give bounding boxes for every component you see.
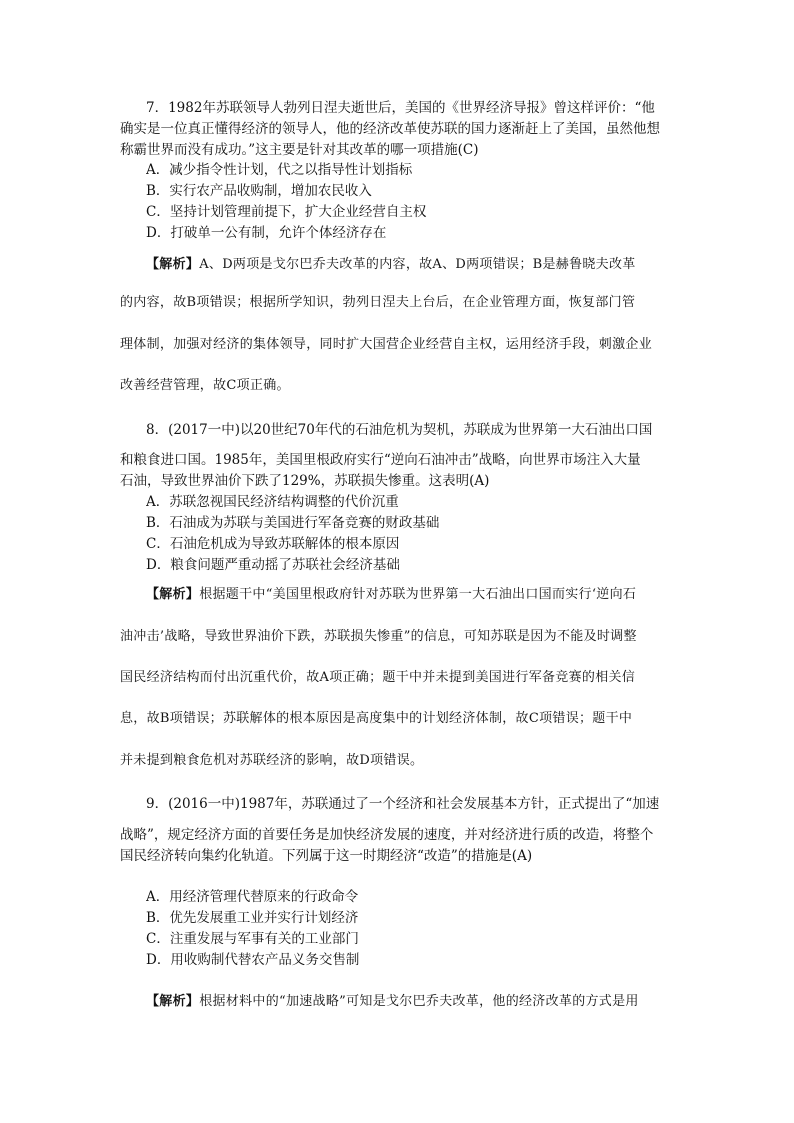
q7-stem-line-3: 称霸世界而没有成功。”这主要是针对其改革的哪一项措施(C) [120,142,479,158]
q9-option-c: C．注重发展与军事有关的工业部门 [146,931,359,947]
q7-option-c: C．坚持计划管理前提下，扩大企业经营自主权 [146,204,427,220]
q8-analysis-line-5: 并未提到粮食危机对苏联经济的影响，故D项错误。 [120,753,424,768]
q8-option-d: D．粮食问题严重动摇了苏联社会经济基础 [146,557,400,573]
q7-option-d: D．打破单一公有制，允许个体经济存在 [146,225,387,241]
q8-analysis-tag: 【解析】 [146,587,200,602]
q9-analysis-line-1 [146,992,680,1012]
q9-stem-line-1: 9．(2016一中)1987年，苏联通过了一个经济和社会发展基本方针，正式提出了“加速 [146,796,660,812]
q9-analysis-text-1: 根据材料中的“加速战略”可知是戈尔巴乔夫改革，他的经济改革的方式是用 [199,994,639,1009]
q7-analysis-line-4: 改善经营管理，故C项正确。 [120,378,290,393]
q8-option-a: A．苏联忽视国民经济结构调整的代价沉重 [146,494,399,510]
q7-stem-line-1: 7．1982年苏联领导人勃列日涅夫逝世后，美国的《世界经济导报》曾这样评价：“他 [146,100,655,116]
q9-stem-line-2: 战略”，规定经济方面的首要任务是加快经济发展的速度，并对经济进行质的改造，将整个 [120,827,654,843]
q7-stem-line-2: 确实是一位真正懂得经济的领导人，他的经济改革使苏联的国力逐渐赶上了美国，虽然他想 [120,121,660,137]
q8-stem-line-3: 石油，导致世界油价下跌了129%，苏联损失惨重。这表明(A) [120,473,490,489]
q9-option-b: B．优先发展重工业并实行计划经济 [146,910,359,926]
q8-analysis-line-4: 息，故B项错误；苏联解体的根本原因是高度集中的计划经济体制，故C项错误；题干中 [120,711,633,726]
q9-option-d: D．用收购制代替农产品义务交售制 [146,952,360,968]
q8-stem-line-2: 和粮食进口国。1985年，美国里根政府实行“逆向石油冲击”战略，向世界市场注入大量 [120,452,641,468]
q7-option-b: B．实行农产品收购制，增加农民收入 [146,183,372,199]
q7-analysis-text-1: A、D两项是戈尔巴乔夫改革的内容，故A、D两项错误；B是赫鲁晓夫改革 [199,257,636,272]
q7-analysis-line-1 [146,255,680,275]
q7-analysis-line-3: 理体制，加强对经济的集体领导，同时扩大国营企业经营自主权，运用经济手段，刺激企业 [120,337,653,352]
q9-analysis-tag: 【解析】 [146,994,200,1009]
q8-stem-line-1: 8．(2017一中)以20世纪70年代的石油危机为契机，苏联成为世界第一大石油出口国 [146,422,653,438]
q8-analysis-line-2: 油冲击’战略，导致世界油价下跌，苏联损失惨重”的信息，可知苏联是因为不能及时调整 [120,629,637,644]
q8-analysis-text-1: 根据题干中“美国里根政府针对苏联为世界第一大石油出口国而实行‘逆向石 [199,587,637,602]
q7-option-a: A．减少指令性计划，代之以指导性计划指标 [146,162,413,178]
q9-stem-line-3: 国民经济转向集约化轨道。下列属于这一时期经济“改造”的措施是(A) [120,848,533,864]
q8-option-c: C．石油危机成为导致苏联解体的根本原因 [146,536,400,552]
q9-option-a: A．用经济管理代替原来的行政命令 [146,889,359,905]
q7-analysis-tag: 【解析】 [146,257,200,272]
q8-analysis-line-1 [146,585,680,605]
q8-option-b: B．石油成为苏联与美国进行军备竞赛的财政基础 [146,515,440,531]
q7-analysis-line-2: 的内容，故B项错误；根据所学知识，勃列日涅夫上台后，在企业管理方面，恢复部门管 [120,295,636,310]
q8-analysis-line-3: 国民经济结构而付出沉重代价，故A项正确；题干中并未提到美国进行军备竞赛的相关信 [120,670,636,685]
